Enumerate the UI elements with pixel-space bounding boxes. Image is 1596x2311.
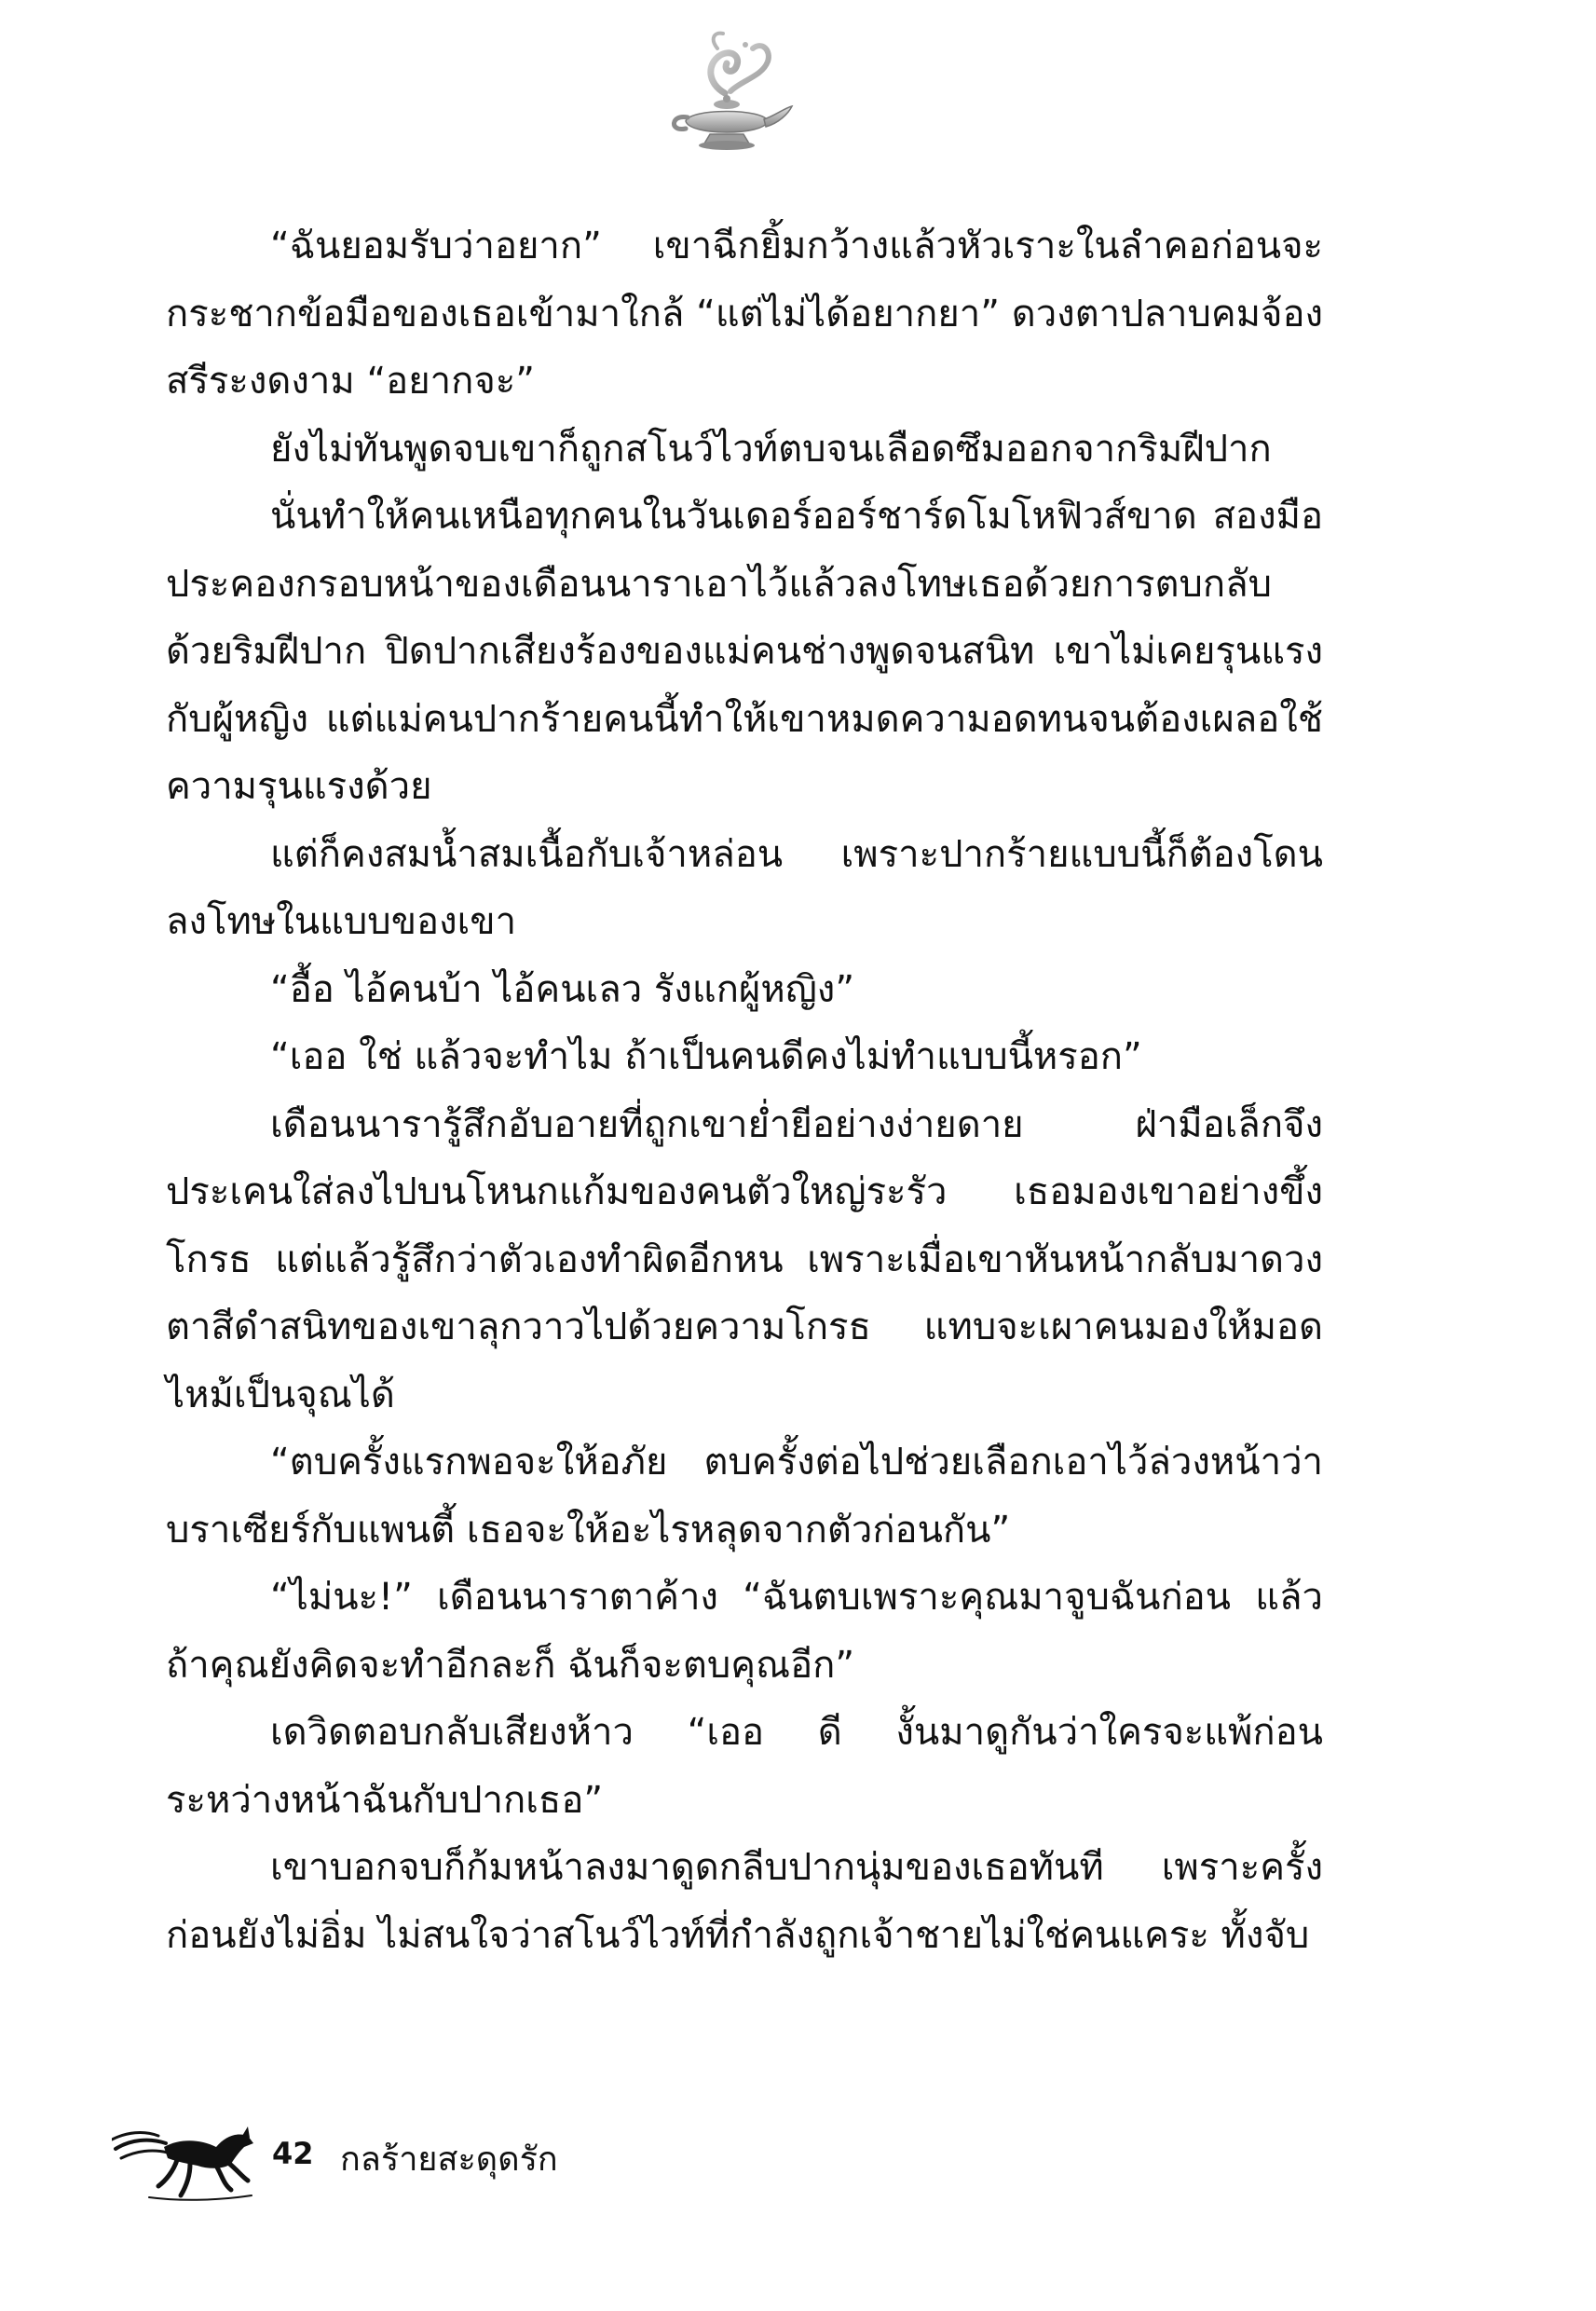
paragraph: เขาบอกจบก็ก้มหน้าลงมาดูดกลีบปากนุ่มของเธอทันที เพราะครั้งก่อนยังไม่อิ่ม ไม่สนใจว่าสโนว์ไวท์ที่กำลังถูกเจ้าชายไม่ใช่คนแคระ ทั้งจับ [166,1846,1323,1957]
paragraph: นั่นทำให้คนเหนือทุกคนในวันเดอร์ออร์ชาร์ดโมโหฟิวส์ขาด สองมือประคองกรอบหน้าของเดือนนาราเอาไว้แล้วลงโทษเธอด้วยการตบกลับด้วยริมฝีปาก ปิดปากเสียงร้องของแม่คนช่างพูดจนสนิท เขาไม่เคยรุนแรงกับผู้หญิง แต่แม่คนปากร้ายคนนี้ทำให้เขาหมดความอดทนจนต้องเผลอใช้ความรุนแรงด้วย [166,495,1323,808]
page-number: 42 [272,2136,314,2171]
paragraph: เดือนนารารู้สึกอับอายที่ถูกเขาย่ำยีอย่างง่ายดาย ฝ่ามือเล็กจึงประเคนใส่ลงไปบนโหนกแก้มของคนตัวใหญ่ระรัว เธอมองเขาอย่างขึ้งโกรธ แต่แล้วรู้สึกว่าตัวเองทำผิดอีกหน เพราะเมื่อเขาหันหน้ากลับมาดวงตาสีดำสนิทของเขาลุกวาวไปด้วยความโกรธ แทบจะเผาคนมองให้มอดไหม้เป็นจุณได้ [166,1102,1323,1416]
genie-lamp-icon [652,28,801,168]
paragraph: “อื้อ ไอ้คนบ้า ไอ้คนเลว รังแกผู้หญิง” [270,967,855,1011]
paragraph: เดวิดตอบกลับเสียงห้าว “เออ ดี งั้นมาดูกันว่าใครจะแพ้ก่อน ระหว่างหน้าฉันกับปากเธอ” [166,1711,1323,1822]
horse-icon [112,2115,270,2208]
paragraph: “ตบครั้งแรกพอจะให้อภัย ตบครั้งต่อไปช่วยเลือกเอาไว้ล่วงหน้าว่าบราเซียร์กับแพนตี้ เธอจะให้อะไรหลุดจากตัวก่อนกัน” [166,1441,1323,1552]
body-text [166,212,1323,1969]
paragraph: ยังไม่ทันพูดจบเขาก็ถูกสโนว์ไวท์ตบจนเลือดซึมออกจากริมฝีปาก [270,427,1272,471]
paragraph: แต่ก็คงสมน้ำสมเนื้อกับเจ้าหล่อน เพราะปากร้ายแบบนี้ก็ต้องโดนลงโทษในแบบของเขา [166,832,1323,943]
paragraph: “ฉันยอมรับว่าอยาก” เขาฉีกยิ้มกว้างแล้วหัวเราะในลำคอก่อนจะกระชากข้อมือของเธอเข้ามาใกล้ “แต่ไม่ได้อยากยา” ดวงตาปลาบคมจ้องสรีระงดงาม “อยากจะ” [166,225,1323,403]
paragraph: “ไม่นะ!” เดือนนาราตาค้าง “ฉันตบเพราะคุณมาจูบฉันก่อน แล้วถ้าคุณยังคิดจะทำอีกละก็ ฉันก็จะตบคุณอีก” [166,1576,1323,1687]
paragraph: “เออ ใช่ แล้วจะทำไม ถ้าเป็นคนดีคงไม่ทำแบบนี้หรอก” [270,1035,1142,1078]
page-footer [112,2115,764,2199]
book-title: กลร้ายสะดุดรัก [340,2140,558,2179]
